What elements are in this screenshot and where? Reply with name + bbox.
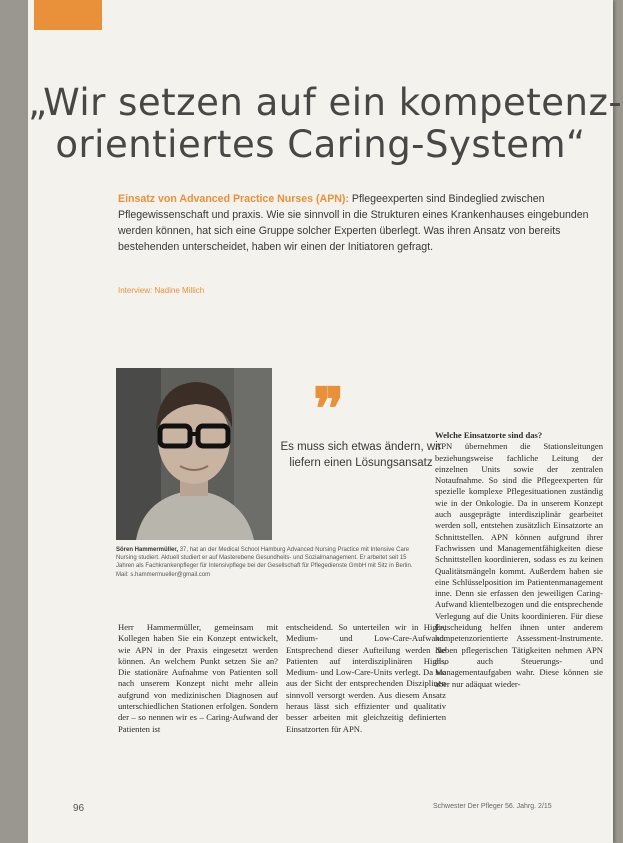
section-tab xyxy=(34,0,102,30)
intro-lead: Einsatz von Advanced Practice Nurses (APN): xyxy=(118,193,349,205)
column-1-text: Herr Hammermüller, gemeinsam mit Kollegen haben Sie ein Konzept entwickelt, wie APN in der Praxis eingesetzt werden können. An welchem Punkt setzen Sie an? Die stationäre Aufnahme von Patienten soll nach unserem Konzept nicht mehr allein aufgrund von medizinischen Diagnosen auf unterschiedlichen Stationen erfolgen. Sondern der – so nennen wir es – Caring-Aufwand der Patienten ist xyxy=(118,622,278,734)
body-column-1 xyxy=(118,622,278,735)
page-footer: Schwester Der Pfleger 56. Jahrg. 2/15 xyxy=(433,803,552,810)
photo-caption xyxy=(116,546,426,579)
column-2-text: entscheidend. So unterteilen wir in High-, Medium- und Low-Care-Aufwand. Entsprechend dieser Aufteilung werden die Patienten auf interdisziplinären High-, Medium- und Low-Care-Units verlegt. Da wo aus der Sicht der entsprechenden Disziplinen sinnvoll versorgt werden. Aus diesem Ansatz heraus lässt sich effizienter und qualitativ besser arbeiten mit gleichzeitig definierten Einsatzorten für APN. xyxy=(286,622,446,734)
headline-line-2: orientiertes Caring-System“ xyxy=(55,123,586,166)
interview-question: Welche Einsatzorte sind das? xyxy=(435,430,543,440)
headline-line-1: „Wir setzen auf ein kompetenz- xyxy=(28,81,623,124)
intro-paragraph xyxy=(118,191,598,255)
portrait-photo xyxy=(116,368,272,540)
caption-text: 37, hat an der Medical School Hamburg Advanced Nursing Practice mit Intensive Care Nursing studiert. Aktuell studiert er auf Masterebene Gesundheits- und Sozialmanagement. Er arbeitet seit 15 Jahren als Fachkrankenpfleger für Intensivpflege bei der Gesellschaft für Pflegedienste GmbH mit Sitz in Berlin. Mail: s.hammermueller@gmail.com xyxy=(116,547,413,578)
pull-quote: Es muss sich etwas ändern, wir liefern einen Lösungsansatz xyxy=(280,441,442,469)
body-column-3 xyxy=(435,430,603,690)
byline: Interview: Nadine Millich xyxy=(118,286,205,295)
caption-name: Sören Hammermüller, xyxy=(116,547,179,553)
quote-mark-icon: ❞ xyxy=(313,375,345,443)
column-3-text: APN übernehmen die Stationsleitungen beziehungsweise fachliche Leitung der einzelnen Units sowie der zentralen Notaufnahme. So sind die Pflegeexperten für spezielle komplexe Pflegesituationen zuständig wie in der Onkologie. Da in unserem Konzept auch ausgeprägte interdisziplinär gearbeitet werden soll, entstehen zusätzlich Einsatzorte an Schnittstellen. APN können aufgrund ihrer Fachwissen und Managementfähigkeiten diese Schnittstellen koordinieren, sodass es zu keinen Qualitätsmängeln kommt. Außerdem haben sie eine Schlüsselposition im Patientenmanagement inne. Denn sie erfassen den jeweiligen Caring-Aufwand klientelbezogen und die entsprechende Verlegung auf die Units koordinieren. Für diese Entscheidung helfen ihnen unter anderem kompetenzorientierte Assessment-Instrumente. Neben pflegerischen Tätigkeiten nehmen APN also auch Steuerungs- und Managementaufgaben wahr. Diese können sie aber nur adäquat wieder- xyxy=(435,441,603,689)
intro-text: Pflegeexperten sind Bindeglied zwischen Pflegewissenschaft und praxis. Wie sie sinnvoll in die Strukturen eines Krankenhauses eingebunden werden können, hat sich eine Gruppe solcher Experten überlegt. Was ihren Ansatz von bereits bestehenden unterscheidet, haben wir einen der Initiatoren gefragt. xyxy=(118,193,589,253)
headline xyxy=(28,81,623,166)
magazine-page xyxy=(28,0,623,843)
page-number: 96 xyxy=(73,803,85,814)
body-column-2 xyxy=(286,622,446,735)
